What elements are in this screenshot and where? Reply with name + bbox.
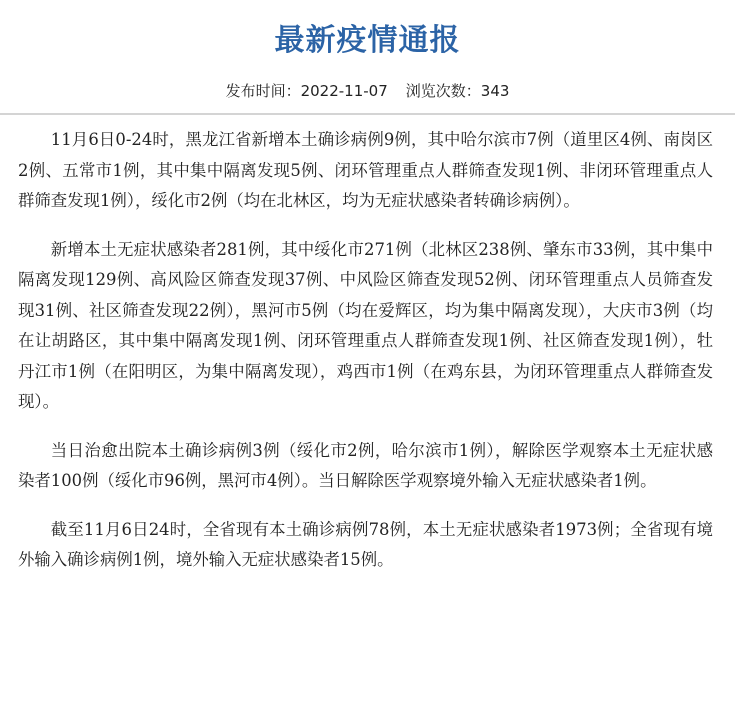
article-body: [0, 115, 735, 576]
article-meta: [0, 80, 735, 102]
paragraph-new-asymptomatic: 新增本土无症状感染者281例，其中绥化市271例（北林区238例、肇东市33例，其中集中隔离发现129例、高风险区筛查发现37例、中风险区筛查发现52例、闭环管理重点人员筛查发现31例、社区筛查发现22例），黑河市5例（均在爱辉区，均为集中隔离发现），大庆市3例（均在让胡路区，其中集中隔离发现1例、闭环管理重点人群筛查发现1例、社区筛查发现1例），牡丹江市1例（在阳明区，为集中隔离发现），鸡西市1例（在鸡东县，为闭环管理重点人群筛查发现）。: [18, 239, 713, 411]
view-count-label: 浏览次数：: [405, 82, 481, 100]
paragraph-current-totals: 截至11月6日24时，全省现有本土确诊病例78例，本土无症状感染者1973例；全省现有境外输入确诊病例1例，境外输入无症状感染者15例。: [18, 519, 713, 569]
paragraph-new-confirmed: 11月6日0-24时，黑龙江省新增本土确诊病例9例，其中哈尔滨市7例（道里区4例、南岗区2例、五常市1例，其中集中隔离发现5例、闭环管理重点人群筛查发现1例、非闭环管理重点人群筛查发现1例），绥化市2例（均在北林区，均为无症状感染者转确诊病例）。: [18, 130, 713, 210]
publish-date-value: 2022-11-07: [300, 82, 388, 100]
paragraph-recovered: 当日治愈出院本土确诊病例3例（绥化市2例，哈尔滨市1例），解除医学观察本土无症状感染者100例（绥化市96例，黑河市4例）。当日解除医学观察境外输入无症状感染者1例。: [18, 440, 713, 490]
view-count-value: 343: [480, 82, 510, 100]
publish-date-label: 发布时间：: [225, 82, 301, 100]
page-title: 最新疫情通报: [274, 23, 461, 58]
